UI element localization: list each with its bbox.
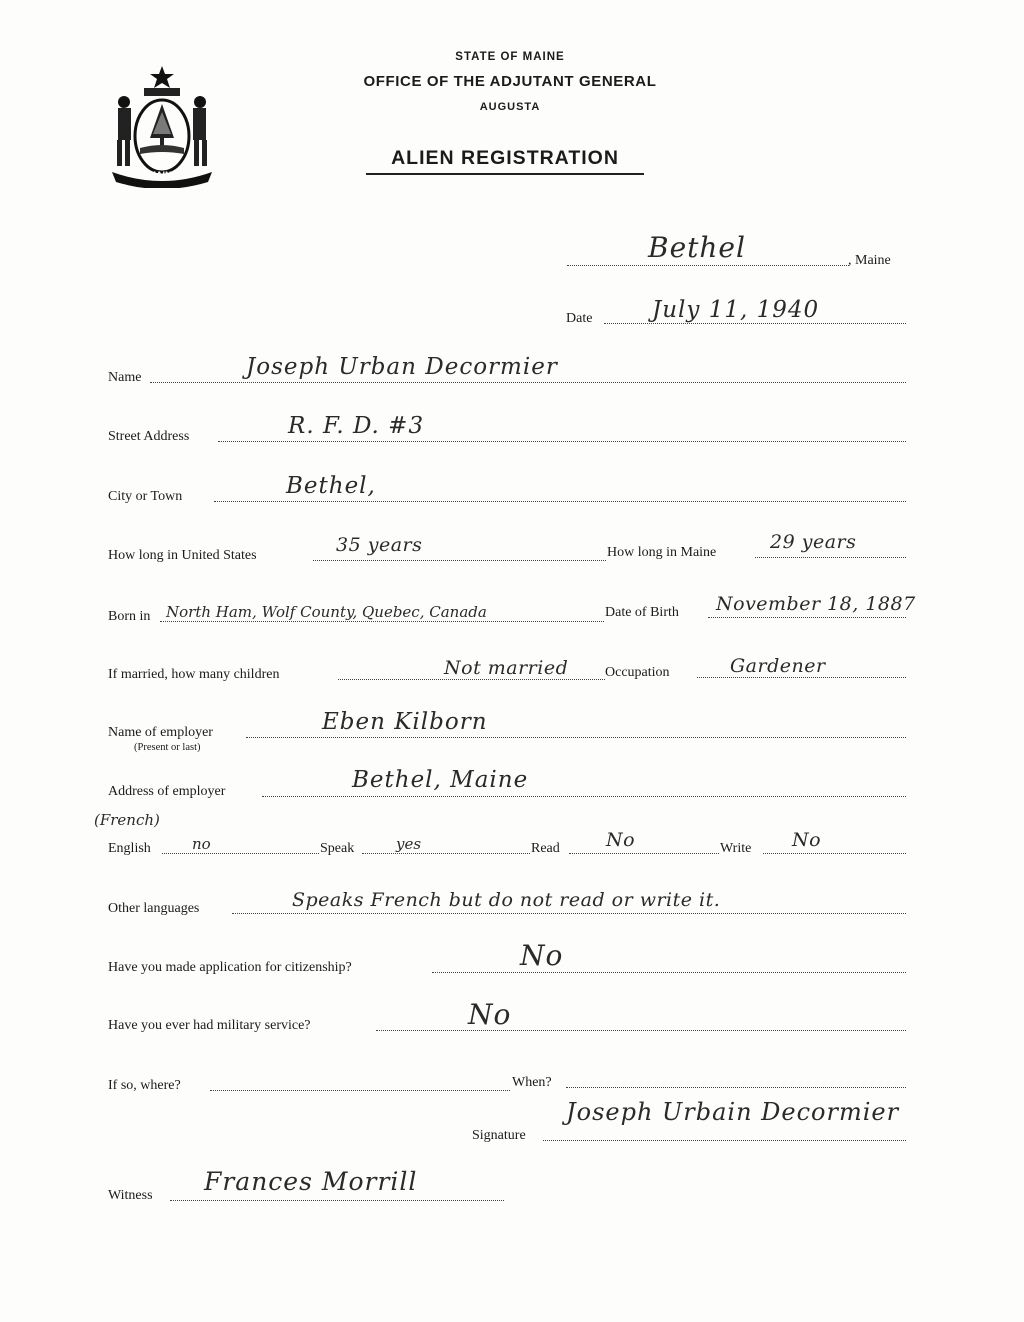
title-underline [366,173,644,175]
employer-note: (Present or last) [134,742,201,753]
city-town-label: City or Town [108,489,183,504]
when-line [566,1087,906,1088]
name-label: Name [108,370,142,385]
write-label: Write [720,841,752,856]
military-label: Have you ever had military service? [108,1018,311,1033]
read-label: Read [531,841,560,856]
english-note: (French) [94,811,160,829]
employer-name-label: Name of employer [108,725,213,740]
military-value: No [468,998,512,1031]
header-city: AUGUSTA [479,101,541,113]
read-value: No [606,829,636,851]
how-long-maine-label: How long in Maine [607,545,717,560]
how-long-maine-value: 29 years [770,531,857,553]
city-town-value: Bethel, [286,473,376,499]
town-line [567,265,849,266]
other-languages-label: Other languages [108,901,200,916]
married-children-value: Not married [444,657,569,679]
street-label: Street Address [108,429,190,444]
form-title: ALIEN REGISTRATION [391,147,619,169]
witness-line [170,1200,504,1201]
english-line [162,853,319,854]
date-value: July 11, 1940 [652,297,820,323]
speak-value: yes [396,835,422,853]
signature-line [543,1140,906,1141]
how-long-us-label: How long in United States [108,548,257,563]
citizenship-label: Have you made application for citizenship? [108,960,352,975]
occupation-label: Occupation [605,665,670,680]
born-in-value: North Ham, Wolf County, Quebec, Canada [166,603,487,621]
military-line [376,1030,906,1031]
write-value: No [792,829,822,851]
signature-label: Signature [472,1128,526,1143]
signature-value: Joseph Urbain Decormier [566,1098,900,1126]
married-children-label: If married, how many children [108,667,280,682]
occupation-value: Gardener [730,655,826,677]
street-value: R. F. D. #3 [288,413,425,439]
speak-line [362,853,530,854]
date-of-birth-line [708,617,906,618]
citizenship-value: No [520,939,564,972]
date-line [604,323,906,324]
seal-banner-text: MAINE [148,170,178,180]
if-so-where-line [210,1090,510,1091]
born-in-label: Born in [108,609,151,624]
date-label: Date [566,311,593,326]
street-line [218,441,906,442]
other-languages-line [232,913,906,914]
employer-name-value: Eben Kilborn [322,709,488,735]
name-value: Joseph Urban Decormier [246,354,558,380]
header-state: STATE OF MAINE [455,51,565,63]
if-so-where-label: If so, where? [108,1078,181,1093]
maine-label: , Maine [848,253,891,268]
citizenship-line [432,972,906,973]
name-line [150,382,906,383]
town-value: Bethel [648,231,746,264]
employer-name-line [246,737,906,738]
header-office: OFFICE OF THE ADJUTANT GENERAL [363,73,657,90]
other-languages-value: Speaks French but do not read or write it. [292,889,721,911]
date-of-birth-label: Date of Birth [605,605,679,620]
speak-label: Speak [320,841,355,856]
witness-label: Witness [108,1188,153,1203]
how-long-us-value: 35 years [336,534,423,556]
when-label: When? [512,1075,552,1090]
employer-address-line [262,796,906,797]
city-town-line [214,501,906,502]
how-long-us-line [313,560,606,561]
english-label: English [108,841,151,856]
english-value: no [192,835,211,853]
read-line [569,853,719,854]
how-long-maine-line [755,557,906,558]
employer-address-label: Address of employer [108,784,226,799]
write-line [763,853,906,854]
date-of-birth-value: November 18, 1887 [716,593,916,615]
witness-value: Frances Morrill [204,1167,418,1196]
employer-address-value: Bethel, Maine [352,767,529,793]
